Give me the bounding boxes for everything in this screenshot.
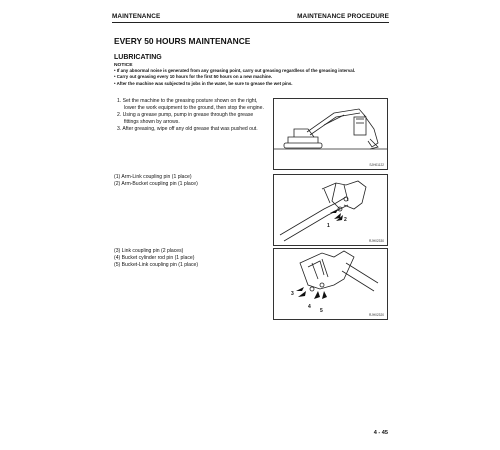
notice-item: • After the machine was subjected to jobs in the water, be sure to grease the wet pins. — [114, 80, 293, 86]
callout-1: 1 — [327, 223, 330, 229]
callout-3: 3 — [291, 291, 294, 297]
notice-item: • If any abnormal noise is generated from any greasing point, carry out greasing regardless of the greasing interval. — [114, 68, 356, 73]
arm-link-illustration — [274, 175, 387, 245]
step-line: lower the work equipment to the ground, then stop the engine. — [124, 104, 264, 111]
callout-4: 4 — [308, 304, 311, 310]
caption-line: (1) Arm-Link coupling pin (1 place) — [114, 174, 192, 180]
figure-code: RJH02330 — [368, 239, 384, 243]
figure-excavator-posture — [273, 98, 388, 170]
caption-line: (4) Bucket cylinder rod pin (1 place) — [114, 254, 195, 261]
notice-list — [114, 68, 388, 87]
step-line: 3. After greasing, wipe off any old grease that was pushed out. — [117, 125, 258, 132]
notice-item: • Carry out greasing every 10 hours for the first 50 hours on a new machine. — [114, 74, 273, 80]
steps-list — [117, 98, 273, 133]
section-subtitle: LUBRICATING — [114, 54, 162, 61]
callout-5: 5 — [320, 308, 323, 314]
caption-line: (3) Link coupling pin (2 places) — [114, 248, 184, 254]
header-left: MAINTENANCE — [112, 13, 161, 20]
page-number: 4 - 45 — [373, 430, 388, 436]
step-line: fittings shown by arrows. — [124, 118, 180, 125]
figure-arm-link-pins — [273, 174, 388, 246]
callout-2: 2 — [344, 217, 347, 223]
figure-3-captions — [114, 248, 272, 269]
step-line: 1. Set the machine to the greasing posture shown on the right, — [117, 98, 258, 104]
bucket-illustration — [274, 249, 387, 319]
excavator-illustration — [274, 99, 387, 169]
section-title: EVERY 50 HOURS MAINTENANCE — [114, 36, 251, 46]
caption-line: (2) Arm-Bucket coupling pin (1 place) — [114, 180, 198, 187]
figure-code: RJH02320 — [368, 313, 384, 317]
figure-bucket-pins — [273, 248, 388, 320]
caption-line: (5) Bucket-Link coupling pin (1 place) — [114, 261, 199, 268]
step-line: 2. Using a grease pump, pump in grease through the grease — [117, 111, 254, 118]
header-right: MAINTENANCE PROCEDURE — [297, 13, 389, 20]
figure-2-captions — [114, 174, 272, 188]
figure-code: SJH01122 — [369, 163, 384, 167]
notice-label: NOTICE — [114, 63, 133, 68]
header-rule — [112, 22, 389, 23]
